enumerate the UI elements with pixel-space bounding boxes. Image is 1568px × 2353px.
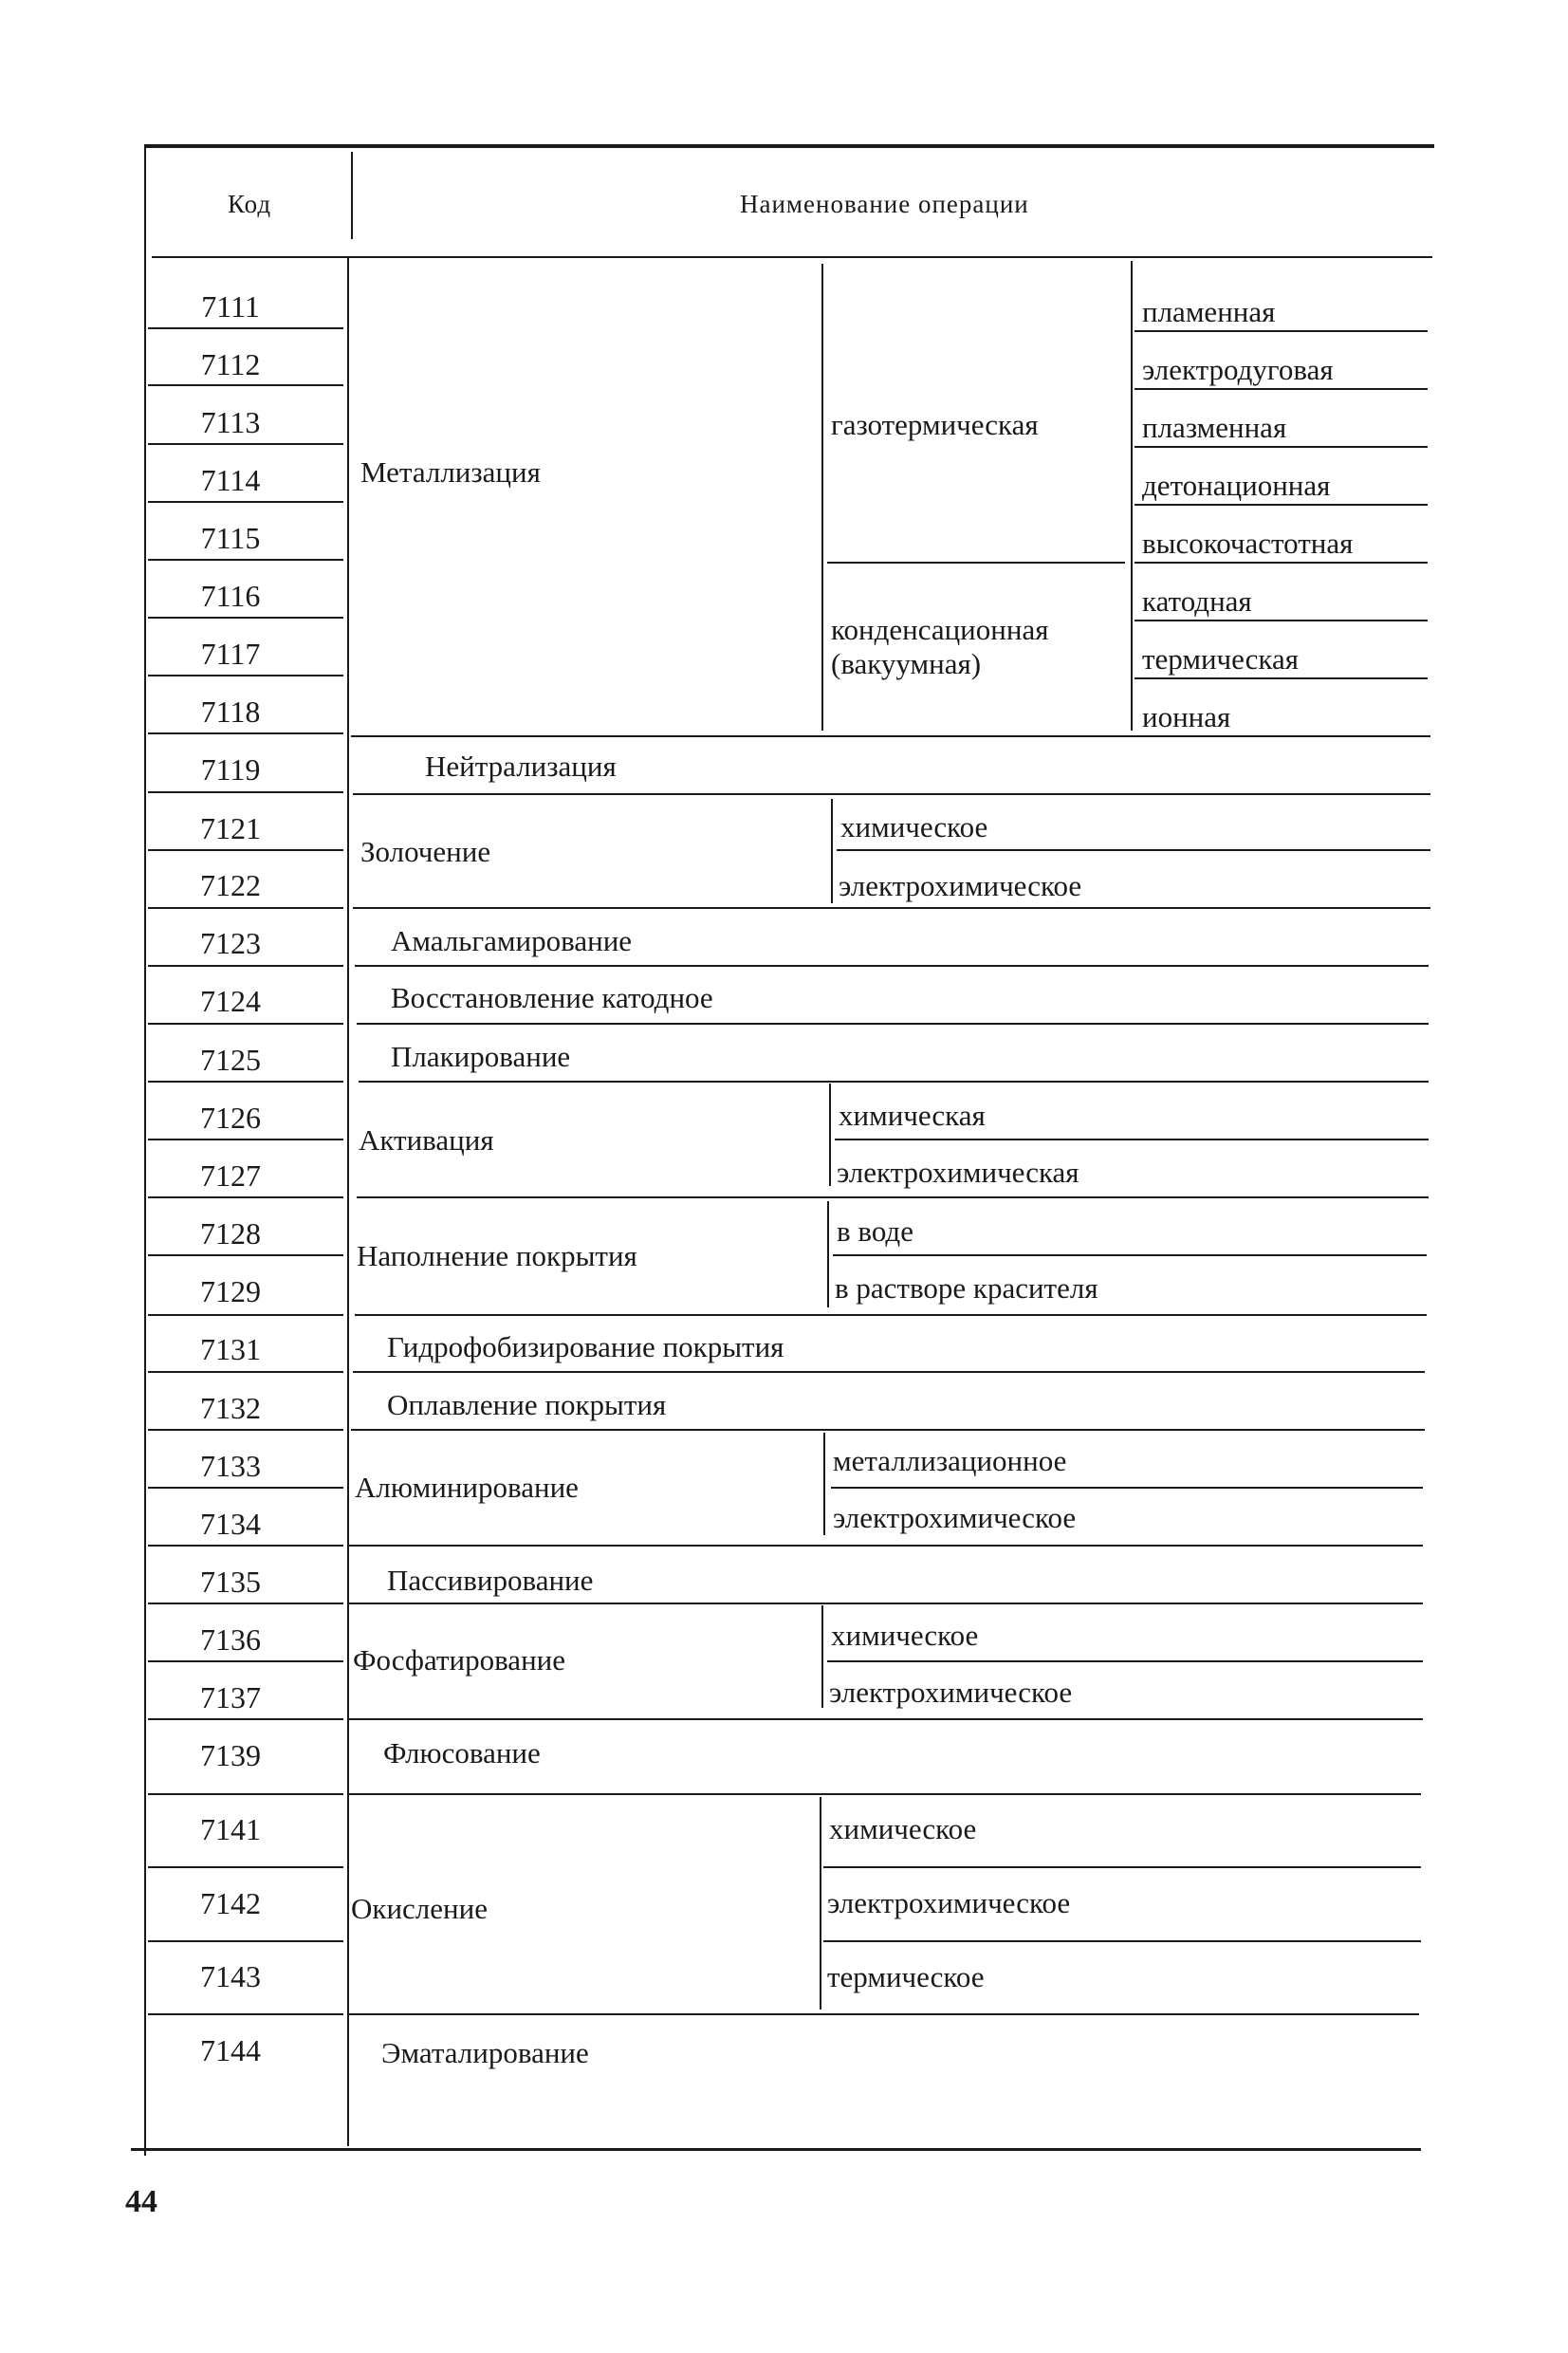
- op-aluminizing: Алюминирование: [355, 1471, 579, 1504]
- code-row-rule: [148, 1371, 343, 1373]
- header-code: Код: [228, 190, 272, 218]
- aluminizing-divider: [823, 1433, 825, 1535]
- row-rule: [359, 1081, 1429, 1083]
- code-cell: 7117: [200, 637, 261, 671]
- aluminizing-metallization: металлизационное: [833, 1444, 1067, 1477]
- op-hydrophobization: Гидрофобизирование покрытия: [387, 1330, 784, 1363]
- oxidation-thermal: термическое: [827, 1960, 985, 1993]
- code-row-rule: [148, 675, 343, 676]
- row-rule: [351, 1429, 1425, 1431]
- row-rule: [349, 1603, 1423, 1604]
- table-top-rule: [144, 144, 1434, 148]
- op-cladding: Плакирование: [391, 1040, 571, 1073]
- code-row-rule: [148, 1718, 343, 1720]
- code-cell: 7122: [200, 868, 261, 902]
- row-rule: [347, 1793, 1421, 1795]
- row-rule: [837, 849, 1430, 851]
- op-amalgamation: Амальгамирование: [391, 924, 633, 957]
- code-row-rule: [148, 1139, 343, 1140]
- metallization-sub-divider: [821, 264, 823, 731]
- method-row-rule: [1134, 677, 1428, 679]
- metallization-gas-thermal: газотермическая: [831, 408, 1039, 441]
- gilding-electrochemical: электрохимическое: [839, 869, 1082, 902]
- oxidation-electrochemical: электрохимическое: [827, 1886, 1071, 1919]
- code-row-rule: [148, 1866, 343, 1868]
- row-rule: [349, 1545, 1423, 1547]
- code-cell: 7136: [200, 1622, 261, 1657]
- method-row-rule: [1134, 388, 1428, 390]
- code-row-rule: [148, 1793, 343, 1795]
- code-cell: 7118: [200, 695, 261, 729]
- row-rule: [827, 1660, 1423, 1662]
- code-cell: 7114: [200, 463, 261, 497]
- row-rule: [823, 1940, 1421, 1942]
- activation-divider: [829, 1084, 831, 1186]
- code-row-rule: [148, 2013, 343, 2015]
- gilding-chemical: химическое: [840, 810, 988, 843]
- code-row-rule: [148, 1429, 343, 1431]
- code-cell: 7113: [200, 405, 261, 439]
- code-cell: 7111: [201, 289, 260, 324]
- code-row-rule: [148, 1487, 343, 1489]
- code-row-rule: [148, 384, 343, 386]
- code-cell: 7119: [200, 752, 261, 787]
- code-cell: 7124: [200, 984, 261, 1018]
- code-row-rule: [148, 443, 343, 445]
- phosphating-chemical: химическое: [831, 1619, 979, 1652]
- phosphating-electrochemical: электрохимическое: [829, 1676, 1073, 1709]
- metallization-bottom-rule: [351, 735, 1430, 737]
- gilding-divider: [831, 799, 833, 903]
- oxidation-divider: [820, 1797, 821, 2010]
- code-row-rule: [148, 1314, 343, 1316]
- row-rule: [835, 1139, 1429, 1140]
- row-rule: [355, 965, 1429, 967]
- op-neutralization: Нейтрализация: [425, 750, 617, 783]
- metallization-method: электродуговая: [1142, 353, 1334, 386]
- code-cell: 7135: [200, 1565, 261, 1599]
- op-coating-melting: Оплавление покрытия: [387, 1388, 667, 1421]
- activation-electrochemical: электрохимическая: [837, 1156, 1079, 1189]
- code-row-rule: [148, 732, 343, 734]
- method-row-rule: [1134, 504, 1428, 506]
- op-metallization: Металлизация: [360, 455, 541, 489]
- header-operation-name: Наименование операции: [740, 190, 1029, 218]
- code-row-rule: [148, 501, 343, 503]
- code-cell: 7112: [200, 347, 261, 381]
- metallization-method-divider: [1131, 261, 1133, 731]
- op-phosphating: Фосфатирование: [353, 1643, 566, 1677]
- metallization-condensation: конденсационная (вакуумная): [831, 613, 1049, 680]
- code-cell: 7126: [200, 1101, 261, 1135]
- code-cell: 7131: [200, 1332, 261, 1366]
- metallization-method: пламенная: [1142, 295, 1276, 328]
- code-cell: 7127: [200, 1158, 261, 1193]
- code-row-rule: [148, 965, 343, 967]
- row-rule: [347, 1718, 1423, 1720]
- code-cell: 7134: [200, 1507, 261, 1541]
- code-row-rule: [148, 907, 343, 909]
- op-passivation: Пассивирование: [387, 1564, 594, 1597]
- page-number: 44: [125, 2184, 157, 2219]
- code-row-rule: [148, 617, 343, 619]
- code-row-rule: [148, 849, 343, 851]
- row-rule: [353, 907, 1430, 909]
- code-row-rule: [148, 1545, 343, 1547]
- method-row-rule: [1134, 562, 1428, 564]
- activation-chemical: химическая: [839, 1099, 986, 1132]
- code-cell: 7128: [200, 1216, 261, 1251]
- op-coating-filling: Наполнение покрытия: [357, 1239, 637, 1272]
- code-cell: 7144: [200, 2033, 261, 2067]
- metallization-method: детонационная: [1142, 469, 1331, 502]
- row-rule: [823, 1866, 1421, 1868]
- code-row-rule: [148, 1940, 343, 1942]
- code-row-rule: [148, 1660, 343, 1662]
- row-rule: [355, 1314, 1427, 1316]
- method-row-rule: [1134, 330, 1428, 332]
- code-row-rule: [148, 1603, 343, 1604]
- method-row-rule: [1134, 620, 1428, 621]
- metallization-method: ионная: [1142, 700, 1231, 733]
- metallization-method: высокочастотная: [1142, 527, 1354, 560]
- code-cell: 7121: [200, 811, 261, 845]
- header-bottom-rule: [152, 256, 1432, 258]
- code-cell: 7142: [200, 1886, 261, 1920]
- phosphating-divider: [821, 1605, 823, 1708]
- row-rule: [357, 1196, 1429, 1198]
- metallization-group-rule: [827, 562, 1125, 564]
- row-rule: [347, 2013, 1419, 2015]
- code-cell: 7115: [200, 521, 261, 555]
- metallization-method: плазменная: [1142, 411, 1287, 444]
- code-cell: 7133: [200, 1449, 261, 1483]
- code-row-rule: [148, 1254, 343, 1256]
- filling-in-dye-solution: в растворе красителя: [835, 1271, 1098, 1305]
- code-cell: 7143: [200, 1959, 261, 1993]
- code-cell: 7116: [200, 579, 261, 613]
- row-rule: [357, 1023, 1429, 1025]
- code-cell: 7139: [200, 1738, 261, 1772]
- row-rule: [833, 1254, 1427, 1256]
- code-cell: 7125: [200, 1043, 261, 1077]
- code-cell: 7137: [200, 1680, 261, 1714]
- op-gilding: Золочение: [360, 835, 491, 868]
- code-cell: 7123: [200, 926, 261, 960]
- code-cell: 7129: [200, 1274, 261, 1308]
- op-fluxing: Флюсование: [383, 1736, 541, 1769]
- metallization-method: термическая: [1142, 642, 1300, 676]
- filling-divider: [827, 1201, 829, 1307]
- op-ematalizing: Эматалирование: [381, 2036, 589, 2069]
- code-column-divider: [347, 256, 349, 2146]
- code-row-rule: [148, 1196, 343, 1198]
- aluminizing-electrochemical: электрохимическое: [833, 1501, 1077, 1534]
- row-rule: [353, 793, 1430, 795]
- row-rule: [831, 1487, 1423, 1489]
- op-oxidation: Окисление: [351, 1892, 488, 1925]
- code-row-rule: [148, 559, 343, 561]
- op-cathodic-restoration: Восстановление катодное: [391, 981, 713, 1014]
- table-bottom-rule: [131, 2148, 1421, 2151]
- metallization-method: катодная: [1142, 584, 1252, 618]
- header-divider: [351, 152, 353, 239]
- code-row-rule: [148, 1081, 343, 1083]
- code-row-rule: [148, 791, 343, 793]
- row-rule: [353, 1371, 1425, 1373]
- code-cell: 7141: [200, 1812, 261, 1846]
- filling-in-water: в воде: [837, 1214, 913, 1248]
- code-row-rule: [148, 1023, 343, 1025]
- method-row-rule: [1134, 446, 1428, 448]
- code-cell: 7132: [200, 1391, 261, 1425]
- table-left-rule: [144, 144, 146, 2156]
- code-row-rule: [148, 327, 343, 329]
- oxidation-chemical: химическое: [829, 1812, 977, 1845]
- op-activation: Активация: [359, 1123, 494, 1157]
